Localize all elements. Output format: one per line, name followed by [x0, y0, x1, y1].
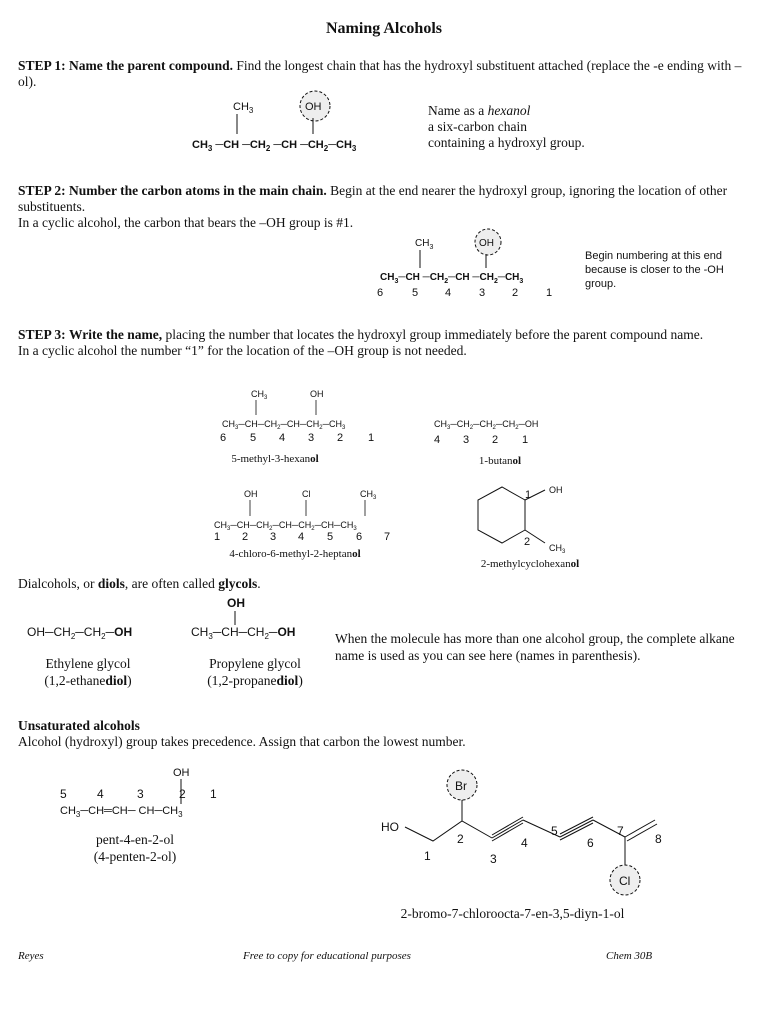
numbered-chain-structure	[375, 228, 575, 303]
butanol-structure	[432, 410, 572, 445]
diols-note: When the molecule has more than one alcohol group, the complete alkane name is used as you can see here (names in parenthesis).	[335, 631, 735, 663]
footer-center: Free to copy for educational purposes	[243, 950, 411, 962]
svg-text:7: 7	[617, 824, 624, 838]
svg-text:1: 1	[525, 489, 532, 501]
svg-text:CH3─CH─CH2─CH─CH2─CH─CH3: $CH_3─CH─CH_2─CH─CH_2─CH─CH_3$	[214, 520, 357, 532]
svg-text:CH3: $CH_3$	[415, 238, 434, 251]
svg-text:5: 5	[551, 824, 558, 838]
svg-text:6: 6	[377, 287, 384, 299]
svg-text:2: 2	[524, 536, 531, 548]
step1-body: Find the longest chain that has the hydroxyl substituent attached (replace the -e ending with –ol).	[18, 58, 742, 89]
octenediynol-name: 2-bromo-7-chloroocta-7-en-3,5-diyn-1-ol	[400, 906, 625, 921]
name-chloromethylheptanol: 4-chloro-6-methyl-2-heptanol	[229, 548, 361, 560]
svg-text:3: 3	[270, 531, 277, 543]
svg-text:CH3 ─CH ─CH2 ─CH ─CH2─CH3: $CH_3$ ─CH $─CH_2$ ─CH $─CH_2─CH_3$	[192, 139, 357, 153]
svg-text:3: 3	[308, 432, 315, 444]
svg-text:8: 8	[655, 832, 662, 846]
step2-note: Begin numbering at this end because is closer to the -OH group.	[585, 250, 724, 290]
pentenol-structure	[55, 762, 255, 822]
svg-text:CH3─CH─CH2─CH─CH2─CH3: $CH_3─CH─CH_2─CH─CH_2─CH_3$	[222, 419, 346, 431]
step1-bold: Name the parent compound.	[69, 58, 234, 73]
svg-text:1: 1	[368, 432, 375, 444]
svg-text:OH: OH	[479, 238, 494, 249]
svg-text:HO: HO	[381, 820, 399, 834]
svg-text:OH: OH	[244, 489, 258, 499]
svg-text:4: 4	[298, 531, 305, 543]
svg-text:CH3─CH ─CH2─CH ─CH2─CH3: $CH_3─CH$ $─CH_2─CH$ $─CH_2─CH_3$	[380, 272, 524, 285]
svg-text:2: 2	[337, 432, 344, 444]
svg-text:2: 2	[512, 287, 519, 299]
svg-text:1: 1	[424, 849, 431, 863]
svg-text:4: 4	[521, 836, 528, 850]
svg-text:4: 4	[279, 432, 286, 444]
svg-text:4: 4	[445, 287, 452, 299]
svg-text:1: 1	[210, 787, 217, 801]
svg-text:OH: OH	[305, 101, 322, 113]
svg-text:Br: Br	[455, 779, 467, 793]
svg-text:4: 4	[434, 434, 441, 445]
svg-text:6: 6	[220, 432, 227, 444]
methylhexanol-structure	[218, 385, 393, 445]
svg-text:OH: OH	[310, 389, 324, 399]
step2-text: STEP 2: Number the carbon atoms in the main chain. Begin at the end nearer the hydroxyl group, ignoring the location of other substituents. In a cyclic alcohol, the carbon that bears the –OH group is #1.	[18, 183, 728, 230]
svg-text:OH: OH	[227, 596, 245, 610]
footer-right: Chem 30B	[606, 950, 653, 962]
svg-text:6: 6	[356, 531, 363, 543]
svg-text:CH3─CH═CH─ CH─CH3: $CH_3─CH═CH─$ $CH─CH_3$	[60, 805, 183, 819]
svg-text:Cl: Cl	[302, 489, 311, 499]
svg-text:5: 5	[60, 787, 67, 801]
svg-text:2: 2	[242, 531, 249, 543]
page-title: Naming Alcohols	[325, 20, 442, 37]
svg-text:6: 6	[587, 836, 594, 850]
bromochlorooctenediynol-structure	[375, 765, 685, 900]
svg-text:CH3: $CH_3$	[360, 489, 377, 501]
svg-text:5: 5	[412, 287, 419, 299]
svg-text:4: 4	[97, 787, 104, 801]
svg-text:OH: OH	[549, 485, 563, 495]
svg-text:5: 5	[250, 432, 257, 444]
diols-text: Dialcohols, or diols, are often called glycols.	[18, 576, 261, 591]
svg-text:CH3: $CH_3$	[233, 101, 254, 115]
unsat-head: Unsaturated alcohols	[18, 718, 140, 733]
svg-text:3: 3	[479, 287, 486, 299]
step1-head: STEP 1:	[18, 58, 66, 73]
svg-text:5: 5	[327, 531, 334, 543]
svg-text:1: 1	[546, 287, 553, 299]
step1-text	[18, 58, 753, 90]
methylcyclohexanol-structure	[470, 478, 580, 563]
svg-text:Cl: Cl	[619, 874, 631, 888]
footer-left: Reyes	[18, 950, 44, 962]
name-methylcyclohexanol: 2-methylcyclohexanol	[480, 558, 580, 570]
name-methylhexanol: 5-methyl-3-hexanol	[231, 453, 319, 465]
propylene-glycol-label: Propylene glycol (1,2-propanediol)	[207, 656, 303, 688]
svg-text:CH3─CH2─CH2─CH2─OH: $CH_3─CH_2─CH_2─CH_2─OH$	[434, 419, 539, 431]
svg-text:7: 7	[384, 531, 391, 543]
name-butanol: 1-butanol	[478, 455, 522, 467]
hexanol-em: hexanol	[487, 103, 531, 118]
step2-line2: In a cyclic alcohol, the carbon that bears the –OH group is #1.	[18, 215, 354, 230]
hexanol-structure	[185, 90, 415, 155]
svg-text:CH3─CH─CH2─OH: $CH_3─CH─CH_2─OH$	[191, 625, 296, 641]
svg-text:2: 2	[492, 434, 499, 445]
svg-text:3: 3	[463, 434, 470, 445]
pentenol-name: pent-4-en-2-ol (4-penten-2-ol)	[93, 832, 177, 864]
svg-text:3: 3	[490, 852, 497, 866]
svg-text:OH─CH2─CH2─OH: $OH─CH_2─CH_2─OH$	[27, 625, 133, 641]
svg-text:CH3: $CH_3$	[549, 543, 566, 555]
svg-text:OH: OH	[173, 767, 190, 779]
svg-text:2: 2	[179, 787, 186, 801]
svg-text:1: 1	[522, 434, 529, 445]
step3-line2: In a cyclic alcohol the number “1” for the location of the –OH group is not needed.	[18, 343, 467, 358]
glycols-structures	[25, 595, 325, 650]
svg-text:1: 1	[214, 531, 221, 543]
chloromethylheptanol-structure	[212, 485, 412, 545]
ethylene-glycol-label: Ethylene glycol (1,2-ethanediol)	[44, 656, 132, 688]
step1-note: Name as a hexanol a six-carbon chain containing a hydroxyl group.	[428, 103, 585, 150]
unsat-text: Unsaturated alcohols Alcohol (hydroxyl) group takes precedence. Assign that carbon the lowest number.	[18, 718, 466, 749]
svg-text:2: 2	[457, 832, 464, 846]
step3-text: STEP 3: Write the name, placing the number that locates the hydroxyl group immediately before the parent compound name. In a cyclic alcohol the number “1” for the location of the –OH group is not needed.	[18, 327, 704, 358]
svg-text:CH3: $CH_3$	[251, 389, 268, 401]
svg-text:3: 3	[137, 787, 144, 801]
